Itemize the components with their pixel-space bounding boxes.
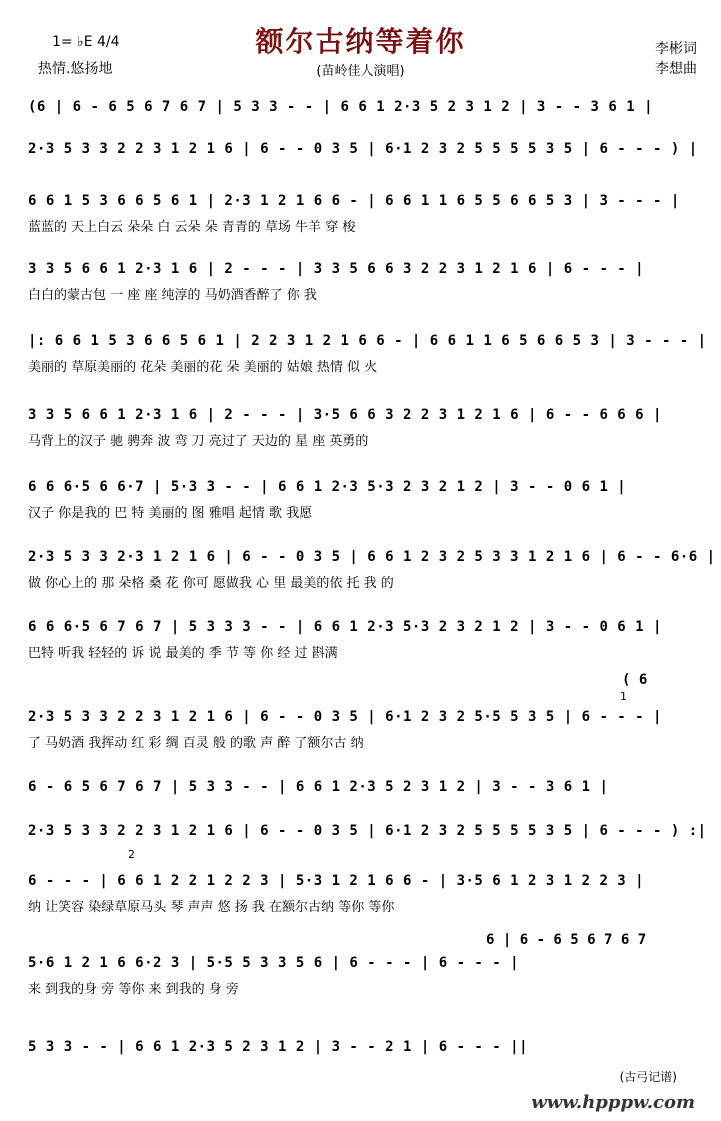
- volta-1-label: 1: [620, 690, 627, 703]
- notes-row: 3 3 5 6 6 1 2·3 1 6 | 2 - - - | 3·5 6 6 3 2 2 3 1 2 1 6 | 6 - - 6 6 6 |: [28, 404, 688, 426]
- tempo-marking: 热情.悠扬地: [38, 61, 113, 77]
- lyrics-row: 巴特 听我 轻轻的 诉 说 最美的 季 节 等 你 经 过 斟满: [28, 646, 338, 661]
- music-line: [28, 870, 688, 918]
- music-line: [28, 952, 688, 1000]
- music-line: [28, 404, 688, 452]
- lyrics-row: 了 马奶酒 我挥动 红 彩 绸 百灵 般 的歌 声 醉 了额尔古 纳: [28, 736, 364, 751]
- notes-row: 6 - 6 5 6 7 6 7 | 5 3 3 - - | 6 6 1 2·3 5 2 3 1 2 | 3 - - 3 6 1 |: [28, 776, 688, 798]
- music-line: [28, 476, 688, 524]
- music-line: [28, 820, 707, 842]
- music-line: [28, 616, 688, 664]
- key-signature: 1= ♭E 4/4: [52, 34, 120, 50]
- music-line: [28, 138, 698, 160]
- performer-subtitle: (苗岭佳人演唱): [316, 64, 405, 79]
- notation-credit: (古弓记谱): [619, 1070, 677, 1084]
- music-line: [28, 546, 716, 594]
- notes-row: 5·6 1 2 1 6 6·2 3 | 5·5 5 3 3 5 6 | 6 - - - | 6 - - - |: [28, 952, 688, 974]
- lyrics-row: 美丽的 草原美丽的 花朵 美丽的花 朵 美丽的 姑娘 热情 似 火: [28, 360, 378, 375]
- music-line: [28, 776, 688, 798]
- music-line: [28, 190, 688, 238]
- music-line: [28, 330, 707, 378]
- music-line: [28, 706, 688, 754]
- notes-row: 3 3 5 6 6 1 2·3 1 6 | 2 - - - | 3 3 5 6 6 3 2 2 3 1 2 1 6 | 6 - - - |: [28, 258, 688, 280]
- notes-row: 6 6 1 5 3 6 6 5 6 1 | 2·3 1 2 1 6 6 - | 6 6 1 1 6 5 5 6 6 5 3 | 3 - - - |: [28, 190, 688, 212]
- notes-row: 5 3 3 - - | 6 6 1 2·3 5 2 3 1 2 | 3 - - 2 1 | 6 - - - ||: [28, 1036, 688, 1058]
- lyrics-row: 蓝蓝的 天上白云 朵朵 白 云朵 朵 青青的 草场 牛羊 穿 梭: [28, 220, 356, 235]
- lyrics-row: 汉子 你是我的 巴 特 美丽的 图 雅唱 起情 歌 我愿: [28, 506, 313, 521]
- lyrics-row: 纳 让笑容 染绿草原马头 琴 声声 悠 扬 我 在额尔古纳 等你 等你: [28, 900, 395, 915]
- notes-row: 2·3 5 3 3 2 2 3 1 2 1 6 | 6 - - 0 3 5 | 6·1 2 3 2 5 5 5 5 3 5 | 6 - - - ) |: [28, 138, 688, 160]
- site-watermark: www.hpppw.com: [531, 1092, 695, 1113]
- lyrics-row: 做 你心上的 那 朵格 桑 花 你可 愿做我 心 里 最美的依 托 我 的: [28, 576, 394, 591]
- notes-row: 6 6 6·5 6 7 6 7 | 5 3 3 3 - - | 6 6 1 2·3 5·3 2 3 2 1 2 | 3 - - 0 6 1 |: [28, 616, 688, 638]
- notes-row: 6 6 6·5 6 6·7 | 5·3 3 - - | 6 6 1 2·3 5·3 2 3 2 1 2 | 3 - - 0 6 1 |: [28, 476, 688, 498]
- notes-row: 2·3 5 3 3 2 2 3 1 2 1 6 | 6 - - 0 3 5 | 6·1 2 3 2 5 5 5 5 3 5 | 6 - - - ) :|: [28, 820, 688, 842]
- volta-2-label: 2: [128, 848, 135, 861]
- music-line: [28, 1036, 688, 1058]
- notes-row: 6 - - - | 6 6 1 2 2 1 2 2 3 | 5·3 1 2 1 6 6 - | 3·5 6 1 2 3 1 2 2 3 |: [28, 870, 688, 892]
- notes-row: (6 | 6 - 6 5 6 7 6 7 | 5 3 3 - - | 6 6 1 2·3 5 2 3 1 2 | 3 - - 3 6 1 |: [28, 96, 688, 118]
- pickup-a: ( 6: [622, 672, 648, 688]
- notes-row: 2·3 5 3 3 2·3 1 2 1 6 | 6 - - 0 3 5 | 6 6 1 2 3 2 5 3 3 1 2 1 6 | 6 - - 6·6 |: [28, 546, 688, 568]
- music-line: [28, 258, 688, 306]
- lyrics-row: 白白的蒙古包 一 座 座 纯淳的 马奶酒香醉了 你 我: [28, 288, 317, 303]
- notes-row: 2·3 5 3 3 2 2 3 1 2 1 6 | 6 - - 0 3 5 | 6·1 2 3 2 5·5 5 3 5 | 6 - - - |: [28, 706, 688, 728]
- lyrics-row: 来 到我的身 旁 等你 来 到我的 身 旁: [28, 982, 239, 997]
- lyricist-credit: 李彬词: [655, 41, 697, 57]
- lyrics-row: 马背上的汉子 驰 骋奔 波 弯 刀 亮过了 天边的 星 座 英勇的: [28, 434, 369, 449]
- composer-credit: 李想曲: [655, 61, 697, 77]
- song-title: 额尔古纳等着你: [255, 25, 466, 58]
- pickup-b: 6 | 6 - 6 5 6 7 6 7: [486, 932, 647, 948]
- notes-row: |: 6 6 1 5 3 6 6 5 6 1 | 2 2 3 1 2 1 6 6 - | 6 6 1 1 6 5 6 6 5 3 | 3 - - - |: [28, 330, 688, 352]
- music-line: [28, 96, 688, 118]
